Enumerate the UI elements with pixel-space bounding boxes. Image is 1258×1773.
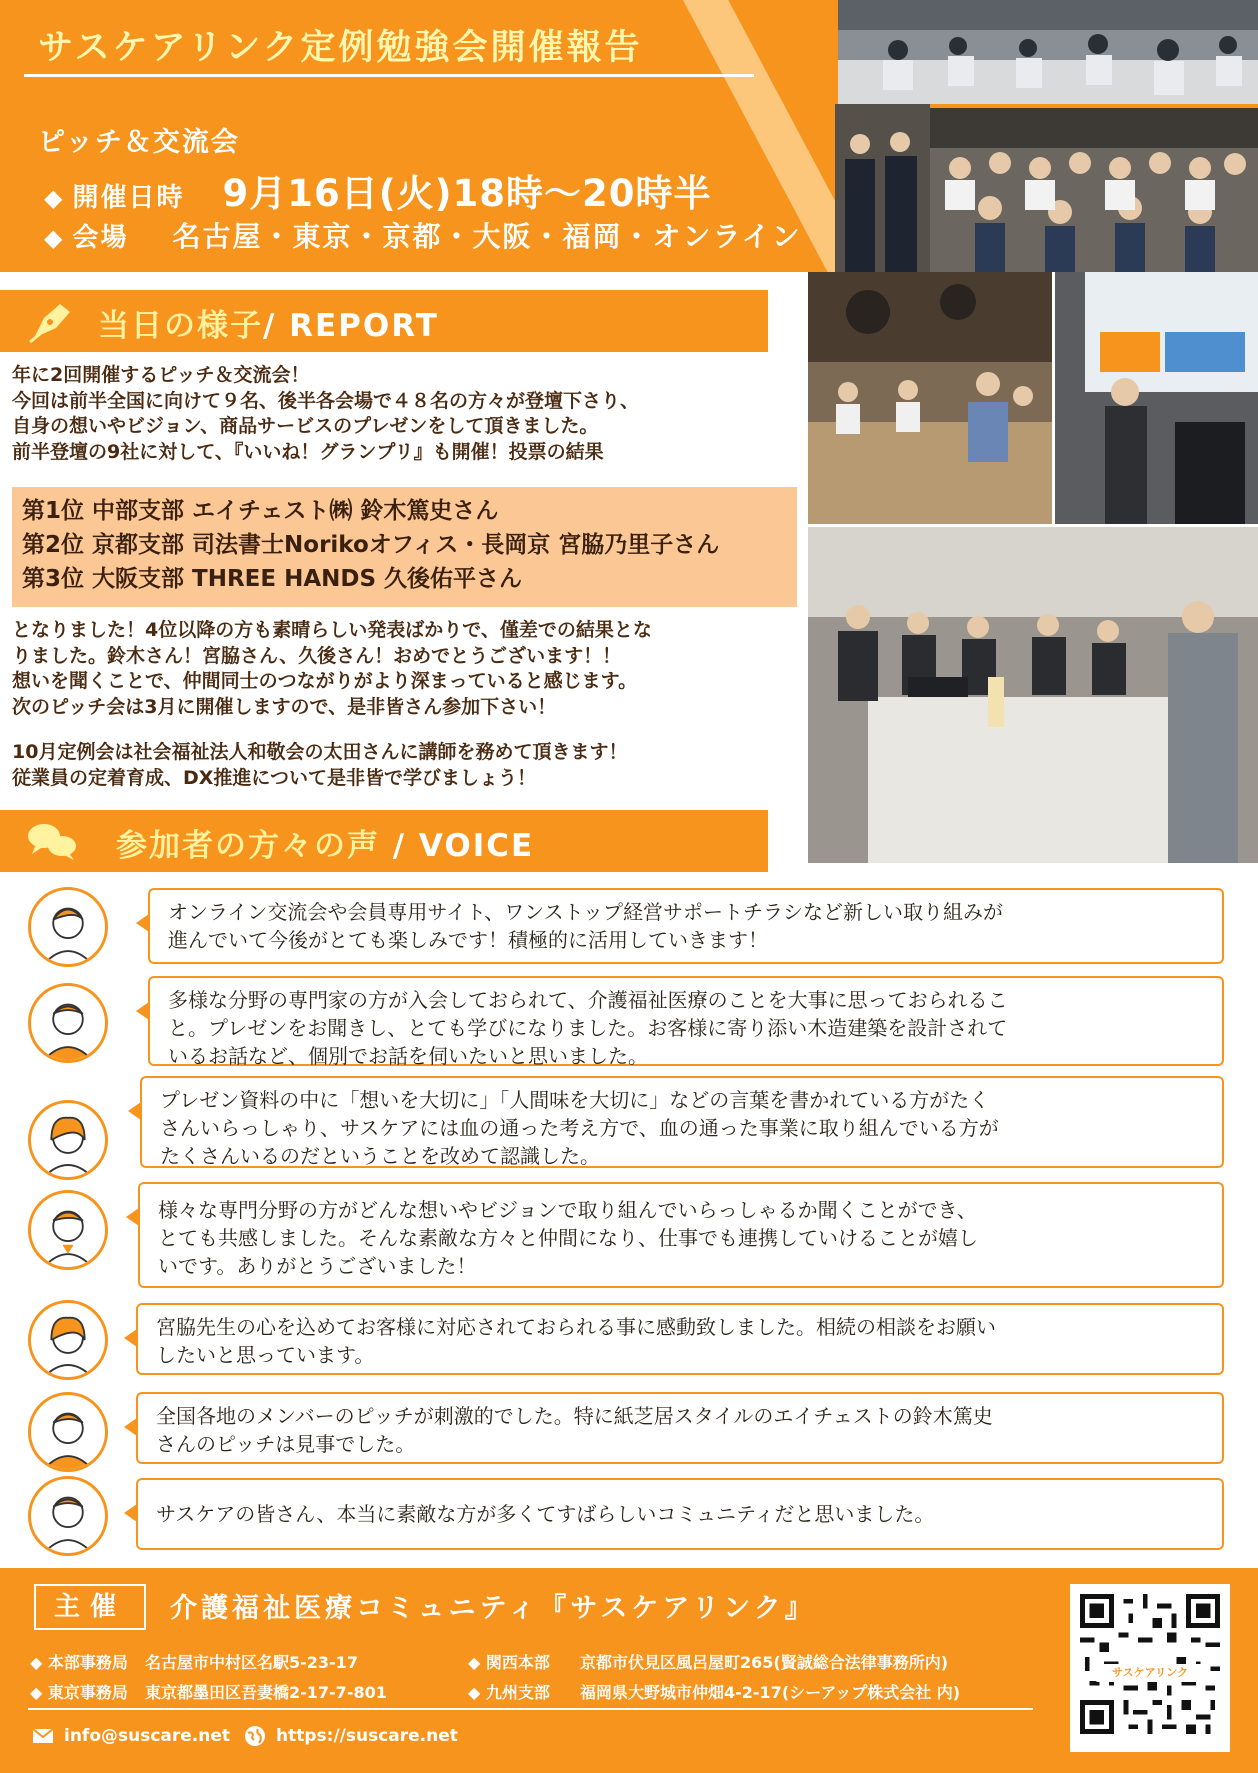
office-label: ◆ 本部事務局: [30, 1653, 128, 1672]
diamond-bullet-icon: ◆: [44, 224, 63, 252]
contact-email[interactable]: [32, 1725, 230, 1747]
office-label: ◆ 関西本部: [468, 1653, 550, 1672]
email-link[interactable]: info@suscare.net: [64, 1726, 231, 1746]
office-kyushu: [468, 1680, 960, 1703]
title-underline: [24, 74, 754, 77]
comment-line: プレゼン資料の中に「想いを大切に」「人間味を大切に」などの言葉を書かれている方がたく: [160, 1088, 990, 1112]
event-venue-row: [44, 215, 802, 255]
voice-section-header: [0, 810, 768, 872]
participant-avatar: [28, 1100, 108, 1180]
office-address: 福岡県大野城市仲畑4-2-17(シーアップ株式会社 内): [580, 1683, 961, 1702]
globe-icon: [244, 1725, 266, 1747]
comment-line: オンライン交流会や会員専用サイト、ワンストップ経営サポートチラシなど新しい取り組みが: [168, 900, 1003, 924]
qr-code[interactable]: [1070, 1584, 1230, 1752]
report-intro: [12, 363, 639, 465]
comment-line: たくさんいるのだということを改めて認識した。: [160, 1144, 600, 1168]
report-line: 従業員の定着育成、DX推進について是非皆で学びましょう！: [12, 766, 537, 789]
report-line: りました。鈴木さん！宮脇さん、久後さん！おめでとうございます！！: [12, 644, 622, 667]
grand-prix-ranking: [12, 487, 797, 607]
comment-line: 様々な専門分野の方がどんな想いやビジョンで取り組んでいらっしゃるか聞くことができ、: [158, 1198, 977, 1222]
organizer-label: 主催: [34, 1584, 146, 1630]
seminar-room-photo: [838, 0, 1258, 104]
header-banner: [0, 0, 1258, 272]
participant-avatar: [28, 1476, 108, 1556]
contact-website[interactable]: [244, 1725, 458, 1747]
voice-comment: [140, 1076, 1224, 1168]
voice-comment: [136, 1392, 1224, 1464]
rank-third: 第3位 大阪支部 THREE HANDS 久後佑平さん: [22, 566, 523, 592]
diamond-bullet-icon: ◆: [44, 184, 63, 212]
participant-avatar: [28, 887, 108, 967]
voice-comment: [148, 976, 1224, 1066]
report-line: 前半登壇の9社に対して、『いいね！グランプリ』も開催！投票の結果: [12, 440, 604, 463]
report-line: となりました！4位以降の方も素晴らしい発表ばかりで、僅差での結果とな: [12, 619, 652, 641]
voice-comment: [136, 1478, 1224, 1550]
comment-line: とても共感しました。そんな素敵な方々と仲間になり、仕事でも連携していけることが嬉し: [158, 1226, 978, 1250]
next-meeting-notice: [12, 740, 627, 791]
office-label: ◆ 東京事務局: [30, 1683, 128, 1702]
event-date-row: [44, 163, 712, 217]
page-title: サスケアリンク定例勉強会開催報告: [38, 28, 643, 68]
website-link[interactable]: https://suscare.net: [276, 1726, 458, 1746]
meeting-room-photo: [808, 527, 1258, 863]
report-line: 年に2回開催するピッチ＆交流会！: [12, 364, 310, 386]
comment-line: さんいらっしゃり、サスケアには血の通った考え方で、血の通った事業に取り組んでいる方が: [160, 1116, 999, 1140]
office-address: 東京都墨田区吾妻橋2-17-7-801: [145, 1683, 387, 1702]
office-label: ◆ 九州支部: [468, 1683, 550, 1702]
venue-value: 名古屋・東京・京都・大阪・福岡・オンライン: [172, 220, 802, 253]
group-photo: [930, 108, 1258, 272]
rank-second: 第2位 京都支部 司法書士Norikoオフィス・長岡京 宮脇乃里子さん: [22, 532, 720, 558]
comment-line: 多様な分野の専門家の方が入会しておられて、介護福祉医療のことを大事に思っておられるこ: [168, 988, 1008, 1012]
report-section-title: 当日の様子/ REPORT: [98, 308, 439, 344]
date-value: 9月16日(火)18時～20時半: [222, 172, 712, 215]
voice-comment: [136, 1303, 1224, 1375]
speech-bubbles-icon: [26, 818, 78, 864]
rank-first: 第1位 中部支部 エイチェスト㈱ 鈴木篤史さん: [22, 498, 499, 524]
report-section-header: [0, 290, 768, 352]
office-address: 名古屋市中村区名駅5-23-17: [145, 1653, 358, 1672]
venue-label: 会場: [72, 223, 129, 253]
voice-comment: [148, 888, 1224, 964]
office-address: 京都市伏見区風呂屋町265(賢誠総合法律事務所内): [580, 1653, 949, 1672]
comment-line: 進んでいて今後がとても楽しみです！積極的に活用していきます！: [168, 928, 768, 952]
report-line: 今回は前半全国に向けて９名、後半各会場で４８名の方々が登壇下さり、: [12, 389, 640, 412]
group-photo-left: [835, 104, 930, 272]
office-tokyo: [30, 1680, 387, 1703]
voice-comment: [138, 1182, 1224, 1288]
participant-avatar: [28, 1300, 108, 1380]
report-line: 想いを聞くことで、仲間同士のつながりがより深まっていると感じます。: [12, 670, 638, 692]
pen-nib-icon: [26, 298, 78, 344]
event-name: ピッチ＆交流会: [38, 127, 240, 158]
comment-line: サスケアの皆さん、本当に素敵な方が多くてすばらしいコミュニティだと思いました。: [156, 1502, 935, 1526]
organizer-name: 介護福祉医療コミュニティ『サスケアリンク』: [170, 1593, 816, 1624]
comment-line: さんのピッチは見事でした。: [156, 1432, 416, 1456]
networking-photo: [808, 272, 1052, 524]
report-result: [12, 618, 652, 720]
presentation-photo: [1055, 272, 1258, 524]
office-nagoya: [30, 1650, 358, 1673]
report-line: 10月定例会は社会福祉法人和敬会の太田さんに講師を務めて頂きます！: [12, 741, 628, 763]
office-kansai: [468, 1650, 948, 1673]
date-label: 開催日時: [72, 183, 185, 213]
voice-section-title: 参加者の方々の声 / VOICE: [116, 828, 535, 864]
footer: [0, 1568, 1258, 1773]
report-line: 自身の想いやビジョン、商品サービスのプレゼンをして頂きました。: [12, 415, 599, 437]
footer-divider: [28, 1708, 1033, 1710]
participant-avatar: [28, 1392, 108, 1472]
participant-avatar: [28, 983, 108, 1063]
comment-line: と。プレゼンをお聞きし、とても学びになりました。お客様に寄り添い木造建築を設計されて: [168, 1016, 1008, 1040]
mail-icon: [32, 1725, 54, 1747]
comment-line: いです。ありがとうございました！: [158, 1254, 477, 1278]
participant-avatar: [28, 1190, 108, 1270]
comment-line: 宮脇先生の心を込めてお客様に対応されておられる事に感動致しました。相続の相談をお願い: [156, 1315, 996, 1339]
comment-line: いるお話など、個別でお話を伺いたいと思いました。: [168, 1044, 648, 1068]
comment-line: 全国各地のメンバーのピッチが刺激的でした。特に紙芝居スタイルのエイチェストの鈴木篤史: [156, 1404, 993, 1428]
qr-label: サスケアリンク: [1095, 1664, 1205, 1682]
report-line: 次のピッチ会は3月に開催しますので、是非皆さん参加下さい！: [12, 695, 557, 718]
comment-line: したいと思っています。: [156, 1343, 375, 1367]
